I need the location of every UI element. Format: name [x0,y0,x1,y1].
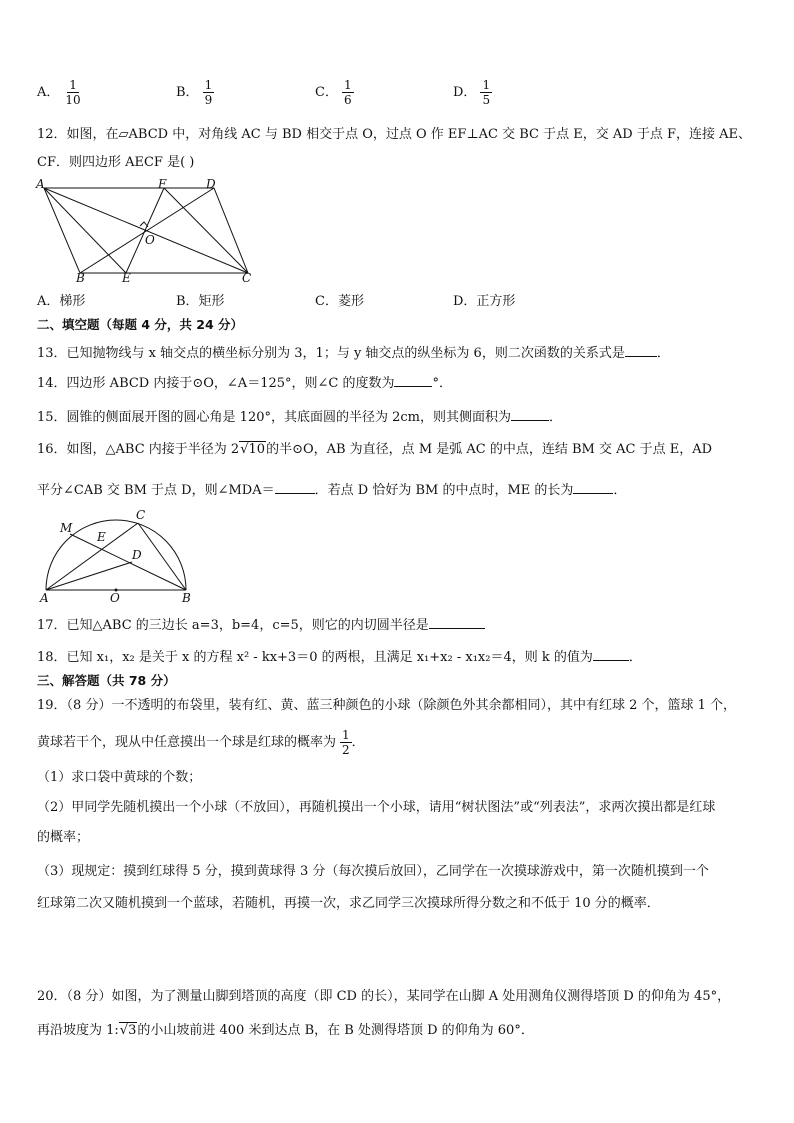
q12-option-c: C．菱形 [315,294,364,309]
section-fill-in-heading: 二、填空题（每题 4 分，共 24 分） [37,317,244,332]
label-a: A [40,591,49,604]
label-d: D [132,548,142,562]
segment-ad [46,562,132,590]
q12-parallelogram-figure [34,178,264,286]
q19-sub3-b: 红球第二次又随机摸到一个蓝球，若随机，再摸一次，求乙同学三次摸球所得分数之和不低于 10 分的概率． [37,896,660,911]
segment-bc [138,523,186,590]
q19-sub2-a: （2）甲同学先随机摸出一个小球（不放回），再随机摸出一个小球，请用“树状图法”或“列表法”，求两次摸出都是红球 [37,800,716,815]
q16-semicircle-figure [34,506,198,604]
segment-bm [70,534,186,590]
label-o: O [110,591,120,604]
label-o: O [145,233,155,247]
q16-line1: 16．如图，△ABC 内接于半径为 2√10的半⊙O，AB 为直径，点 M 是弧 AC 的中点，连结 BM 交 AC 于点 E，AD [37,442,713,457]
q19-sub3-a: （3）现规定：摸到红球得 5 分，摸到黄球得 3 分（每次摸后放回），乙同学在一次摸球游戏中，第一次随机摸到一个 [37,864,709,879]
q15: 15．圆锥的侧面展开图的圆心角是 120°，其底面圆的半径为 2cm，则其侧面积为 ． [37,406,562,427]
q19-line1: 19．（8 分）一不透明的布袋里，装有红、黄、蓝三种颜色的小球（除颜色外其余都相同），其中有红球 2 个，篮球 1 个， [37,698,737,713]
label-a: A [36,178,45,191]
q11-option-a: A． $\frac{1}{10}$ [37,78,81,107]
q20-line1: 20．（8 分）如图，为了测量山脚到塔顶的高度（即 CD 的长），某同学在山脚 A 处用测角仪测得塔顶 D 的仰角为 45°， [37,989,731,1004]
segment-cf [164,188,248,273]
label-c: C [136,508,146,522]
q12-line2: CF．则四边形 AECF 是( ) [37,155,195,170]
q12-option-a: A．梯形 [37,294,86,309]
fraction: $\frac{1}{5}$ [482,78,491,107]
q20-line2: 再沿坡度为 1:√3的小山坡前进 400 米到达点 B，在 B 处测得塔顶 D 的仰角为 60°． [37,1023,534,1038]
fraction: $\frac{1}{10}$ [65,78,81,107]
label-b: B [182,591,191,604]
section-solve-heading: 三、解答题（共 78 分） [37,673,176,688]
q11-option-d: D． $\frac{1}{5}$ [453,78,491,107]
label-c: C [242,271,252,285]
q19-sub1: （1）求口袋中黄球的个数； [37,770,202,785]
q13: 13．已知抛物线与 x 轴交点的横坐标分别为 3，1；与 y 轴交点的纵坐标为 6，则二次函数的关系式是 ． [37,342,670,363]
q14: 14．四边形 ABCD 内接于⊙O，∠A＝125°，则∠C 的度数为 °． [37,372,452,393]
q19-line2: 黄球若干个，现从中任意摸出一个球是红球的概率为 $\frac{1}{2}$ ． [37,728,365,757]
label-e: E [97,530,106,544]
label-b: B [76,271,85,285]
right-angle-mark [140,222,148,227]
q17: 17．已知△ABC 的三边长 a=3，b=4，c=5，则它的内切圆半径是 [37,614,485,635]
q19-sub2-b: 的概率； [37,830,90,845]
q12-option-d: D．正方形 [453,294,516,309]
label-f: F [158,178,167,191]
segment-ef [126,188,164,273]
diagonal-bd [80,188,214,273]
fraction: $\frac{1}{6}$ [343,78,352,107]
q12-line1: 12．如图，在▱ABCD 中，对角线 AC 与 BD 相交于点 O，过点 O 作 EF⊥AC 交 BC 于点 E，交 AD 于点 F，连接 AE、 [37,127,751,142]
q18: 18．已知 x₁，x₂ 是关于 x 的方程 x² - kx+3＝0 的两根，且满足 x₁+x₂ - x₁x₂＝4，则 k 的值为 ． [37,646,642,667]
segment-ae [44,188,126,273]
q11-option-b: B． $\frac{1}{9}$ [176,78,213,107]
fraction: $\frac{1}{9}$ [204,78,213,107]
label-e: E [122,271,131,285]
q11-option-c: C． $\frac{1}{6}$ [315,78,352,107]
label-m: M [60,521,73,535]
q16-line2: 平分∠CAB 交 BM 于点 D，则∠MDA＝ ．若点 D 恰好为 BM 的中点时，ME 的长为 ． [37,479,626,500]
label-d: D [206,178,216,191]
fraction-one-half: $\frac{1}{2}$ [342,728,350,757]
q12-option-b: B．矩形 [176,294,225,309]
